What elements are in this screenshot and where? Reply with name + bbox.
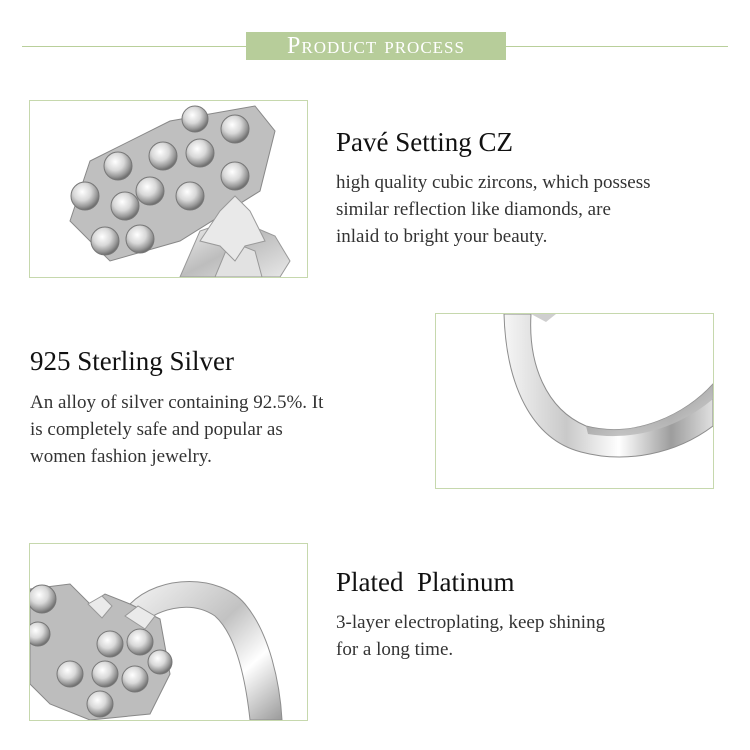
header-divider-right <box>506 46 728 47</box>
section-title-pave-setting: Pavé Setting CZ <box>336 127 513 157</box>
desc-line: inlaid to bright your beauty. <box>336 226 548 247</box>
section-banner: Product process <box>246 32 506 60</box>
desc-line: similar reflection like diamonds, are <box>336 199 611 220</box>
section-title-plated-platinum: Plated Platinum <box>336 567 515 597</box>
section-desc-sterling-silver <box>30 389 323 470</box>
section-title-sterling-silver: 925 Sterling Silver <box>30 346 234 376</box>
header-divider-left <box>22 46 246 47</box>
plated-platinum-photo <box>29 543 308 721</box>
section-desc-plated-platinum <box>336 609 605 663</box>
pave-setting-photo <box>29 100 308 278</box>
sterling-silver-photo <box>435 313 714 489</box>
desc-line: for a long time. <box>336 639 454 660</box>
desc-line: high quality cubic zircons, which possess <box>336 172 651 193</box>
silver-band-image <box>436 314 713 488</box>
section-desc-pave-setting <box>336 169 651 250</box>
desc-line: An alloy of silver containing 92.5%. It <box>30 392 324 413</box>
pave-ring-closeup-image <box>30 101 307 277</box>
desc-line: 3-layer electroplating, keep shining <box>336 612 606 633</box>
flower-ring-image <box>30 544 307 720</box>
desc-line: is completely safe and popular as <box>30 419 283 440</box>
desc-line: women fashion jewelry. <box>30 446 212 467</box>
